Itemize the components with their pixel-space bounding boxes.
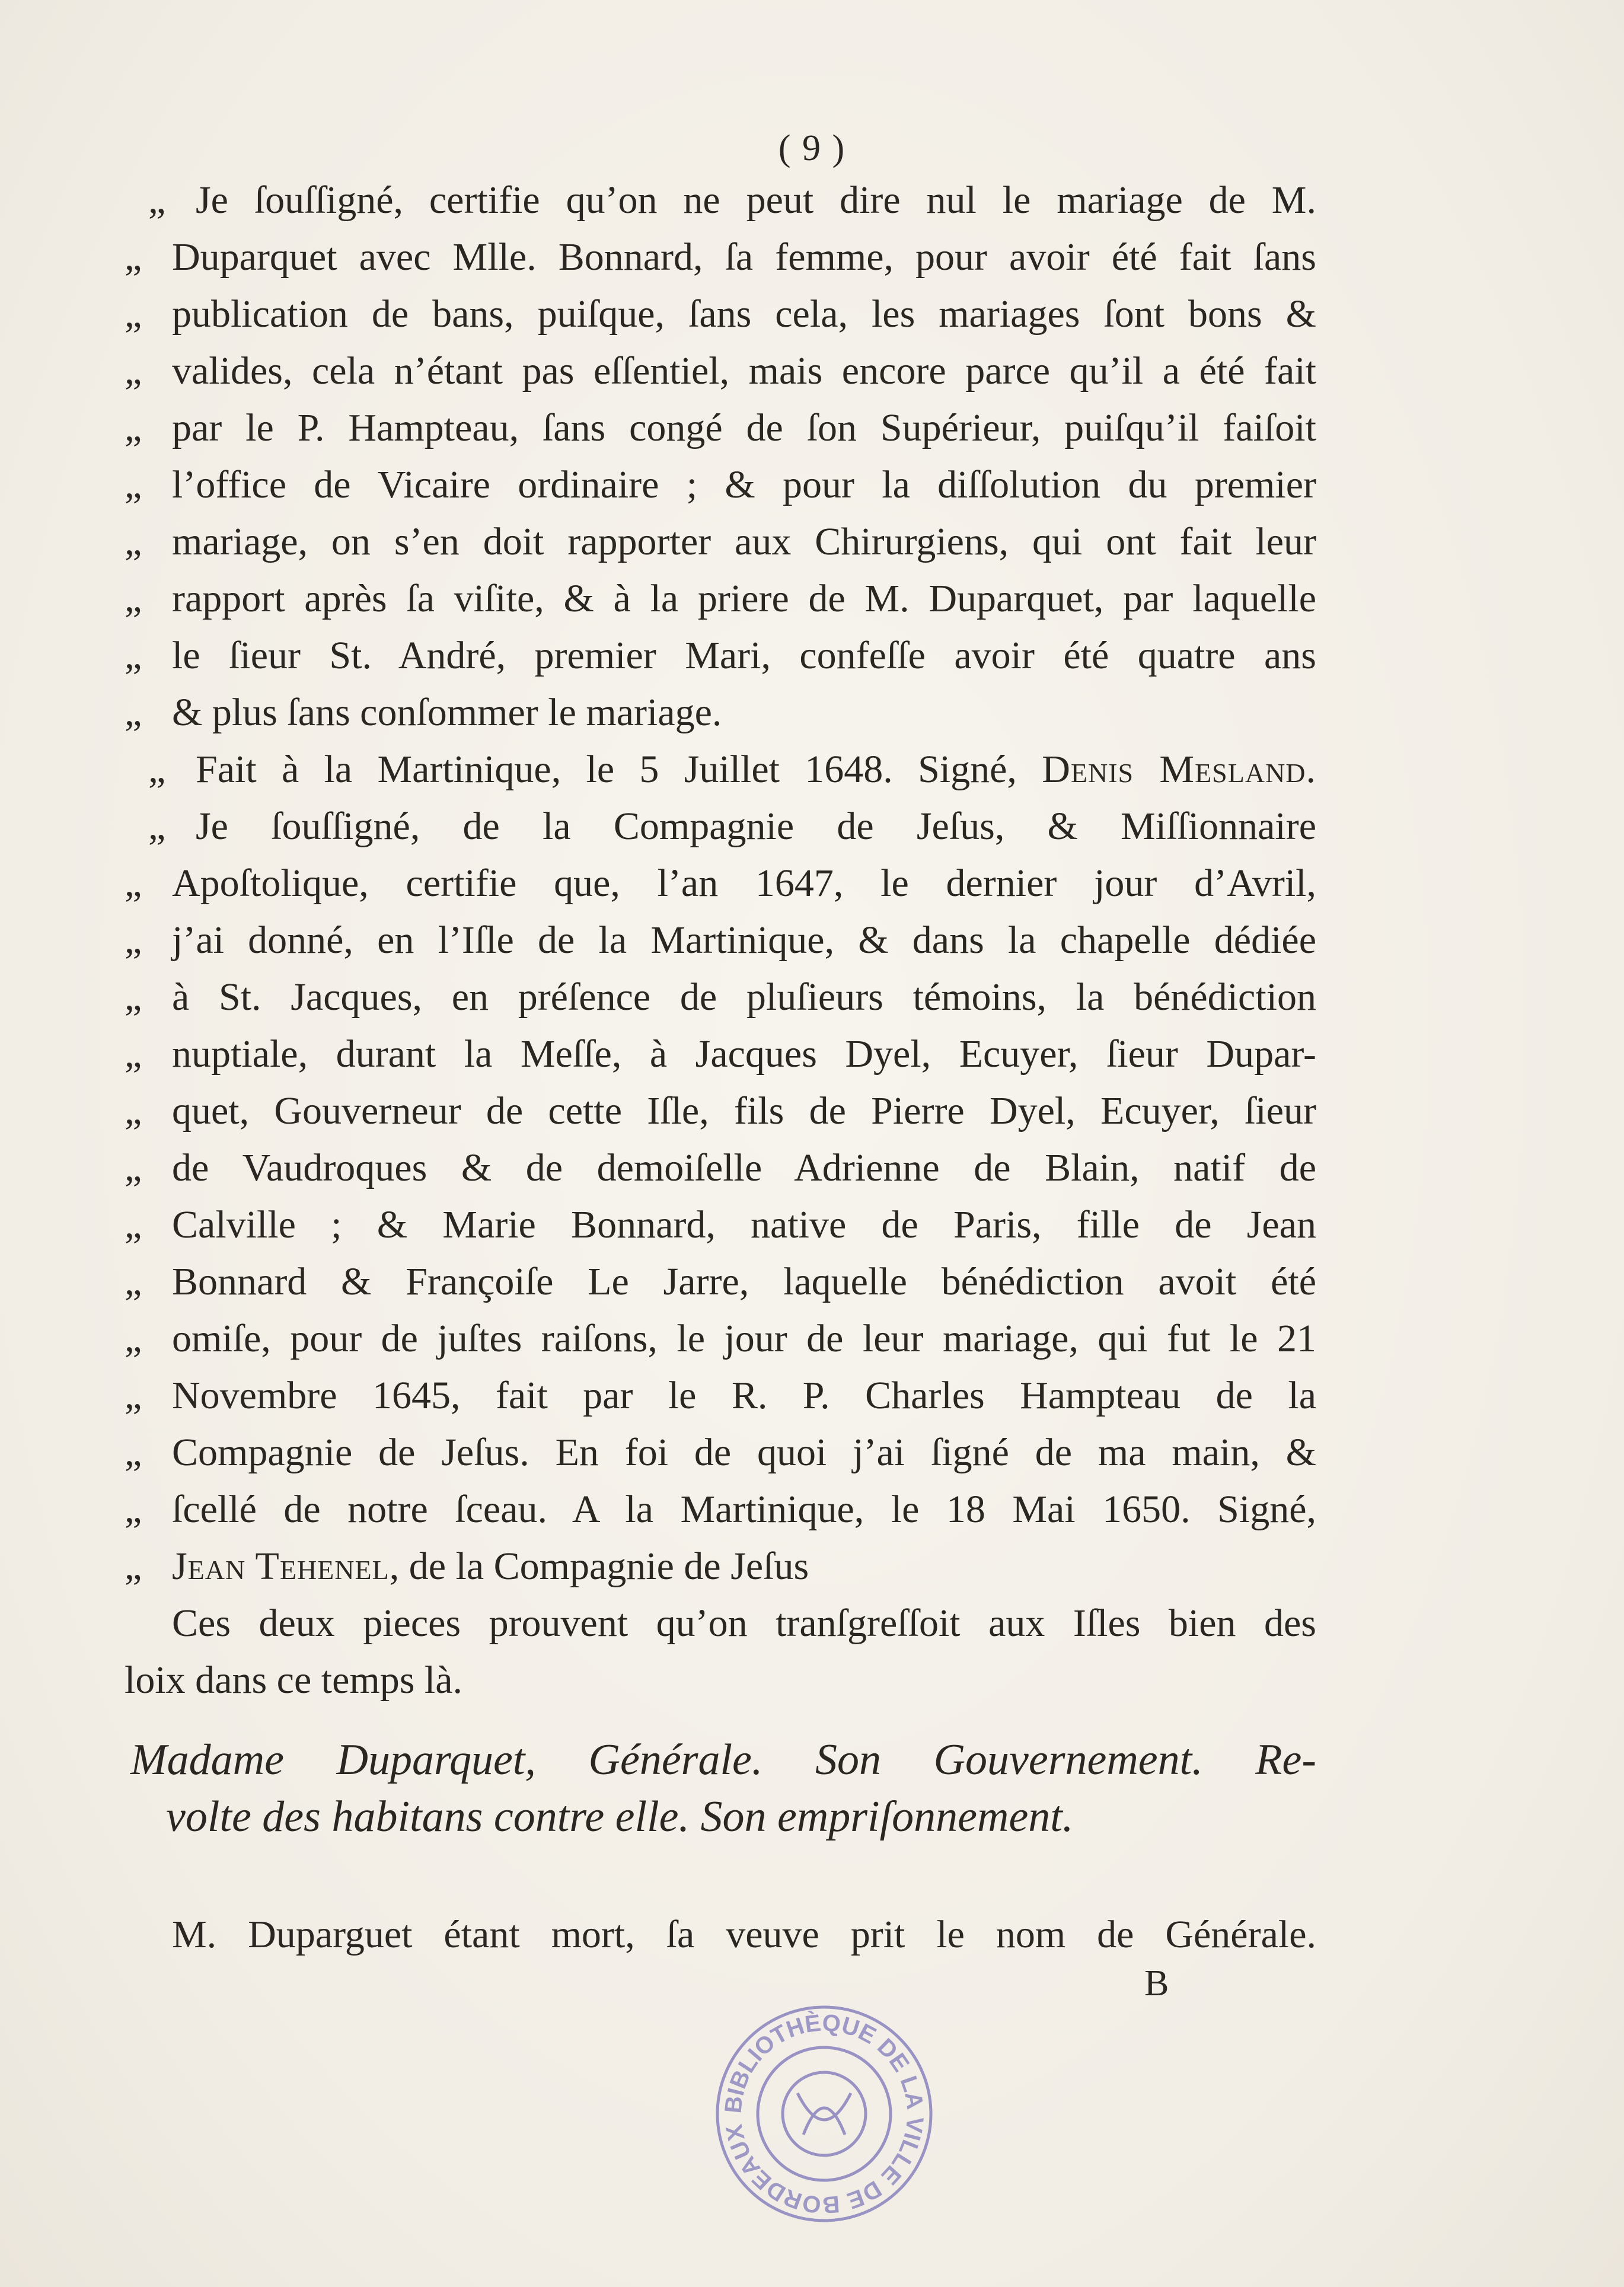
text-line: „ Je ſouſſigné, de la Compagnie de Jeſus, & Miſſionnaire: [148, 805, 1316, 848]
text-line: „ & plus ſans conſommer le mariage.: [125, 691, 722, 734]
page-number: ( 9 ): [778, 128, 846, 168]
text-line: „ j’ai donné, en l’Iſle de la Martinique, & dans la chapelle dédiée: [125, 918, 1316, 962]
text-line: „ Fait à la Martinique, le 5 Juillet 1648. Signé, Denis Mesland.: [148, 748, 1317, 791]
text-line: „ quet, Gouverneur de cette Iſle, fils de Pierre Dyel, Ecuyer, ſieur: [125, 1089, 1316, 1133]
text-line: „ par le P. Hampteau, ſans congé de ſon Supérieur, puiſqu’il faiſoit: [125, 406, 1316, 449]
text-line: „ publication de bans, puiſque, ſans cela, les mariages ſont bons &: [125, 292, 1316, 336]
stamp-text: BIBLIOTHÈQUE DE LA VILLE DE BORDEAUX: [720, 2010, 929, 2218]
text-line: „ ſcellé de notre ſceau. A la Martinique, le 18 Mai 1650. Signé,: [125, 1488, 1316, 1531]
text-line: „ nuptiale, durant la Meſſe, à Jacques Dyel, Ecuyer, ſieur Dupar-: [125, 1032, 1316, 1076]
text-line: „ Duparquet avec Mlle. Bonnard, ſa femme, pour avoir été fait ſans: [125, 235, 1316, 279]
text-line: „ Apoſtolique, certifie que, l’an 1647, le dernier jour d’Avril,: [125, 862, 1316, 905]
svg-text:BIBLIOTHÈQUE DE LA VILLE DE BO: [720, 2010, 928, 2218]
text-line: Ces deux pieces prouvent qu’on tranſgreſſoit aux Iſles bien des: [172, 1602, 1316, 1645]
text-line: loix dans ce temps là.: [125, 1658, 463, 1702]
text-line: „ Jean Tehenel, de la Compagnie de Jeſus: [125, 1545, 809, 1588]
library-stamp: [709, 1998, 940, 2229]
text-line: „ rapport après ſa viſite, & à la priere de M. Duparquet, par laquelle: [125, 577, 1316, 620]
text-line: „ à St. Jacques, en préſence de pluſieurs témoins, la bénédiction: [125, 975, 1316, 1019]
body-text: [125, 172, 1316, 1709]
heading-line: volte des habitans contre elle. Son empriſonnement.: [166, 1792, 1074, 1841]
text-line: „ Bonnard & Françoiſe Le Jarre, laquelle bénédiction avoit été: [125, 1260, 1316, 1303]
text-line: „ l’office de Vicaire ordinaire ; & pour la diſſolution du premier: [125, 463, 1316, 506]
text-line: „ valides, cela n’étant pas eſſentiel, mais encore parce qu’il a été fait: [125, 349, 1316, 393]
signature-name: Jean Tehenel: [172, 1545, 390, 1588]
text-line: „ le ſieur St. André, premier Mari, confeſſe avoir été quatre ans: [125, 634, 1316, 677]
paragraph-start: M. Duparguet étant mort, ſa veuve prit le nom de Générale.: [172, 1913, 1316, 1956]
text-line: „ Novembre 1645, fait par le R. P. Charles Hampteau de la: [125, 1374, 1316, 1417]
heading-line: Madame Duparquet, Générale. Son Gouvernement. Re-: [130, 1736, 1316, 1784]
text-line: „ de Vaudroques & de demoiſelle Adrienne de Blain, natif de: [125, 1146, 1316, 1189]
section-heading: [130, 1731, 1316, 1845]
text-line: „ Compagnie de Jeſus. En foi de quoi j’ai ſigné de ma main, &: [125, 1431, 1316, 1474]
text-line: „ omiſe, pour de juſtes raiſons, le jour de leur mariage, qui fut le 21: [125, 1317, 1316, 1360]
text-line: „ Calville ; & Marie Bonnard, native de Paris, fille de Jean: [125, 1203, 1316, 1246]
text-line: „ Je ſouſſigné, certifie qu’on ne peut dire nul le mariage de M.: [148, 178, 1316, 222]
signature-mark: B: [1144, 1963, 1169, 2004]
text-line: „ mariage, on s’en doit rapporter aux Chirurgiens, qui ont fait leur: [125, 520, 1316, 563]
signature-name: Denis Mesland.: [1042, 748, 1317, 791]
